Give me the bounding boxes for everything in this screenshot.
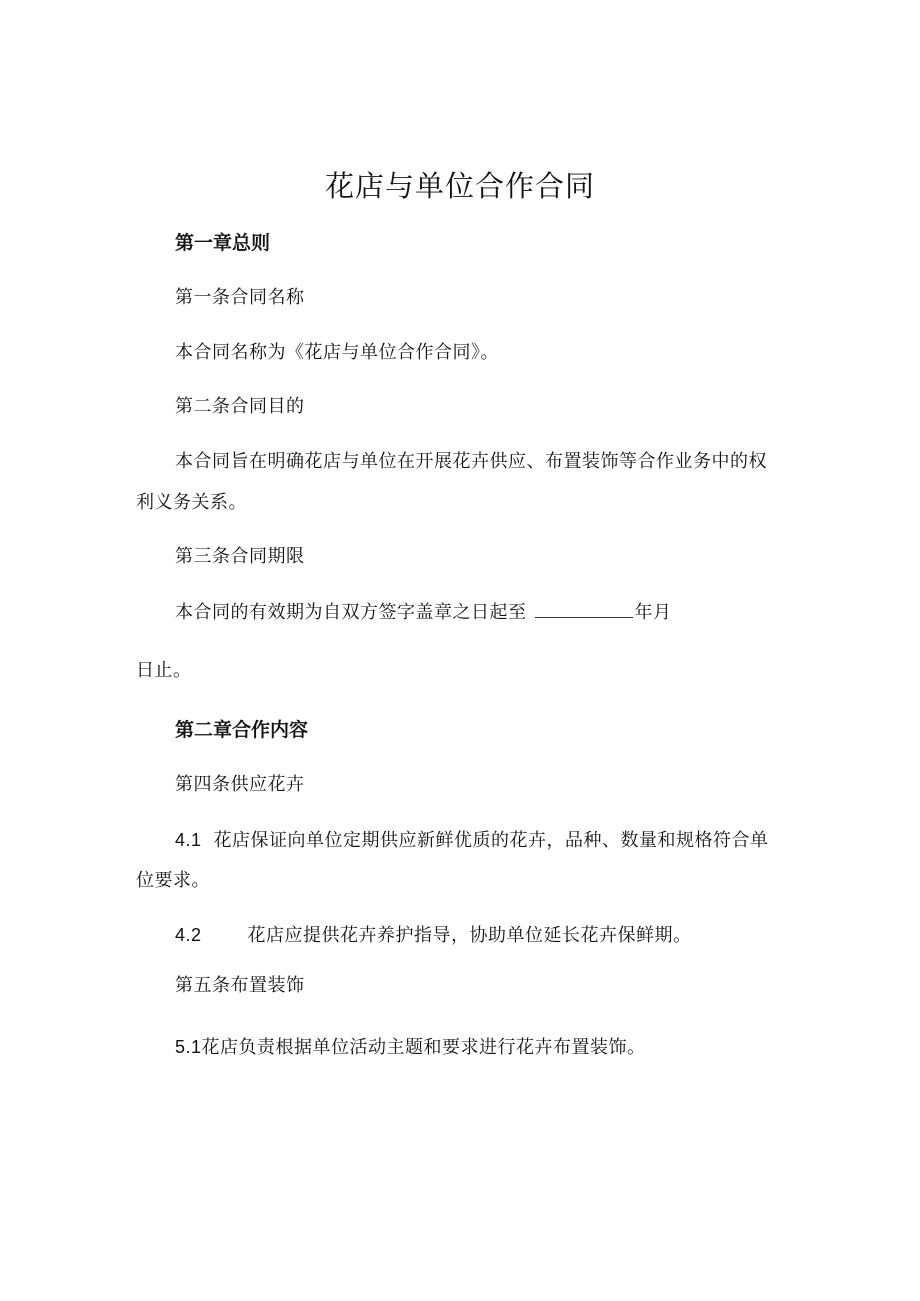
item-4-2 xyxy=(175,923,692,948)
item-4-1-line2: 位要求。 xyxy=(136,870,210,891)
document-title: 花店与单位合作合同 xyxy=(324,169,595,203)
item-5-1-number: 5.1 xyxy=(175,1037,202,1057)
item-4-1-line1 xyxy=(175,828,769,853)
item-5-1-text: 花店负责根据单位活动主题和要求进行花卉布置装饰。 xyxy=(201,1037,646,1058)
item-4-1-text: 花店保证向单位定期供应新鲜优质的花卉，品种、数量和规格符合单 xyxy=(213,830,769,851)
item-4-2-number: 4.2 xyxy=(175,925,202,945)
article-2-text-line1: 本合同旨在明确花店与单位在开展花卉供应、布置装饰等合作业务中的权 xyxy=(175,451,767,472)
article-3-text-line1 xyxy=(175,600,672,625)
article-3-heading: 第三条合同期限 xyxy=(175,546,305,567)
article-3-text-before-blank: 本合同的有效期为自双方签字盖章之日起至 xyxy=(175,602,527,623)
article-1-heading: 第一条合同名称 xyxy=(175,287,305,308)
chapter-2-heading: 第二章合作内容 xyxy=(175,719,309,741)
article-3-text-line2: 日止。 xyxy=(136,660,192,681)
article-3-text-after-blank: 年月 xyxy=(634,602,672,623)
chapter-1-heading: 第一章总则 xyxy=(175,232,271,254)
article-4-heading: 第四条供应花卉 xyxy=(175,774,305,795)
date-blank-line xyxy=(535,600,633,618)
item-5-1 xyxy=(175,1035,646,1060)
article-5-heading: 第五条布置装饰 xyxy=(175,975,305,996)
article-2-heading: 第二条合同目的 xyxy=(175,396,305,417)
article-1-text: 本合同名称为《花店与单位合作合同》。 xyxy=(175,342,499,363)
item-4-2-text: 花店应提供花卉养护指导，协助单位延长花卉保鲜期。 xyxy=(247,925,692,946)
article-2-text-line2: 利义务关系。 xyxy=(136,492,247,513)
item-4-1-number: 4.1 xyxy=(175,830,202,850)
